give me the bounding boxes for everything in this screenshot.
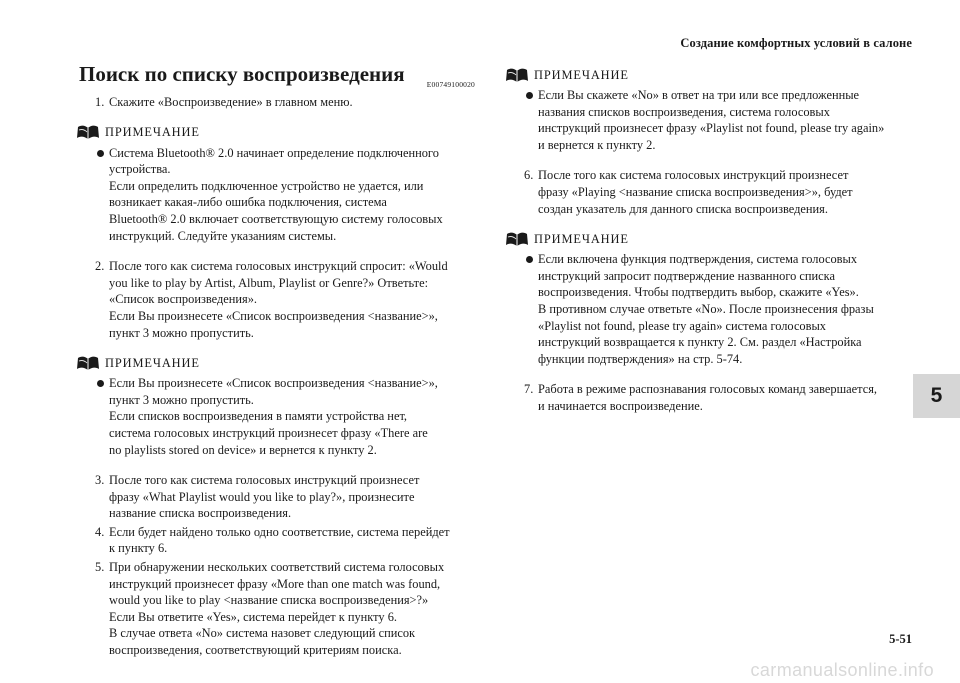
note-bullet (79, 375, 479, 458)
step-text: После того как система голосовых инструкций произнесет (538, 168, 849, 183)
step-text: Работа в режиме распознавания голосовых команд завершается, (538, 382, 878, 397)
step-text: you like to play by Artist, Album, Playlist or Genre?» Ответьте: (109, 275, 429, 290)
bullet-dot (97, 150, 104, 157)
step-text: и начинается воспроизведение. (538, 398, 703, 413)
note-text-line: Если включена функция подтверждения, система голосовых (538, 252, 858, 267)
step-number: 4. (95, 524, 105, 539)
note-4 (508, 230, 908, 367)
step-text: Если Вы произнесете «Список воспроизведения <название>», (109, 308, 438, 323)
note-text-line: пункт 3 можно пропустить. (109, 392, 254, 407)
note-text-line: система голосовых инструкций произнесет фразу «There are (109, 425, 428, 440)
note-header (508, 230, 908, 248)
section-title: Поиск по списку воспроизведения (79, 62, 405, 86)
note-bullet (79, 145, 479, 245)
section-title-row (79, 60, 479, 90)
step-text: Скажите «Воспроизведение» в главном меню. (109, 95, 353, 109)
step-text: воспроизведения, соответствующий критериям поиска. (109, 643, 402, 658)
page-header: Создание комфортных условий в салоне (680, 36, 912, 50)
note-text-line: «Playlist not found, please try again» система голосовых (538, 318, 827, 333)
step-number: 6. (524, 168, 534, 183)
step-number: 1. (95, 95, 105, 109)
step-text: название списка воспроизведения. (109, 506, 292, 521)
step-number: 3. (95, 473, 105, 488)
note-1 (79, 124, 479, 245)
note-text-line: Если Вы произнесете «Список воспроизведения <название>», (109, 376, 438, 391)
right-column (508, 60, 908, 417)
step-text: would you like to play <название списка воспроизведения>?» (109, 593, 429, 608)
note-3 (508, 66, 908, 153)
note-text-line: инструкций. Следуйте указаниям системы. (109, 228, 337, 243)
note-bullet (508, 87, 908, 153)
step-6 (508, 167, 908, 217)
note-title: ПРИМЕЧАНИЕ (105, 355, 200, 370)
step-text: Если Вы ответите «Yes», система перейдет к пункту 6. (109, 609, 398, 624)
open-book-icon (76, 124, 100, 141)
note-bullet (508, 251, 908, 367)
step-text: к пункту 6. (109, 541, 168, 556)
step-text: инструкций произнесет фразу «More than one match was found, (109, 576, 441, 591)
step-text: При обнаружении нескольких соответствий система голосовых (109, 560, 445, 575)
open-book-icon (505, 67, 529, 84)
step-text: В случае ответа «No» система назовет следующий список (109, 626, 416, 641)
section-code: E00749100020 (426, 80, 475, 89)
note-text-line: возникает какая-либо ошибка подключения, система (109, 195, 387, 210)
note-text-line: Bluetooth® 2.0 включает соответствующую систему голосовых (109, 211, 443, 226)
bullet-dot (526, 92, 533, 99)
note-2 (79, 354, 479, 458)
note-title: ПРИМЕЧАНИЕ (534, 67, 629, 82)
note-text-line: инструкций запросит подтверждение названного списка (538, 268, 835, 283)
note-text-line: инструкций произнесет фразу «Playlist not found, please try again» (538, 121, 885, 136)
note-text-line: устройства. (109, 162, 171, 177)
note-text-line: no playlists stored on device» и вернется к пункту 2. (109, 442, 377, 457)
step-text: пункт 3 можно пропустить. (109, 325, 254, 340)
step-text: фразу «What Playlist would you like to play?», произнесите (109, 489, 415, 504)
open-book-icon (76, 355, 100, 372)
step-number: 2. (95, 259, 105, 274)
note-text-line: функции подтверждения» на стр. 5-74. (538, 351, 743, 366)
step-5 (79, 559, 479, 659)
note-title: ПРИМЕЧАНИЕ (105, 125, 200, 140)
note-header (79, 124, 479, 142)
note-header (79, 354, 479, 372)
open-book-icon (505, 231, 529, 248)
step-text: создан указатель для данного списка воспроизведения. (538, 201, 828, 216)
step-number: 7. (524, 382, 534, 397)
page-number: 5-51 (889, 632, 912, 646)
step-text: Если будет найдено только одно соответствие, система перейдет (109, 524, 450, 539)
note-text-line: Если Вы скажете «No» в ответ на три или все предложенные (538, 88, 860, 102)
chapter-tab: 5 (913, 374, 960, 418)
step-text: После того как система голосовых инструкций спросит: «Would (109, 259, 448, 274)
note-text-line: инструкций возвращается к пункту 2. См. раздел «Настройка (538, 335, 862, 350)
step-4 (79, 524, 479, 557)
note-text-line: Система Bluetooth® 2.0 начинает определение подключенного (109, 145, 439, 160)
note-text-line: воспроизведения. Чтобы подтвердить выбор, скажите «Yes». (538, 285, 859, 300)
step-3 (79, 472, 479, 522)
note-title: ПРИМЕЧАНИЕ (534, 231, 629, 246)
step-2 (79, 258, 479, 341)
note-text-line: Если списков воспроизведения в памяти устройства нет, (109, 409, 408, 424)
bullet-dot (526, 256, 533, 263)
watermark: carmanualsonline.info (750, 660, 934, 680)
step-text: «Список воспроизведения». (109, 292, 258, 307)
note-text-line: и вернется к пункту 2. (538, 137, 656, 152)
step-text: После того как система голосовых инструкций произнесет (109, 473, 420, 488)
step-1 (79, 94, 479, 111)
note-text-line: Если определить подключенное устройство не удается, или (109, 178, 424, 193)
note-header (508, 66, 908, 84)
note-text-line: В противном случае ответьте «No». После произнесения фразы (538, 301, 874, 316)
left-column (79, 60, 479, 661)
step-number: 5. (95, 560, 105, 575)
step-text: фразу «Playing <название списка воспроизведения>», будет (538, 184, 853, 199)
bullet-dot (97, 380, 104, 387)
step-7 (508, 381, 908, 414)
note-text-line: названия списков воспроизведения, система голосовых (538, 104, 830, 119)
